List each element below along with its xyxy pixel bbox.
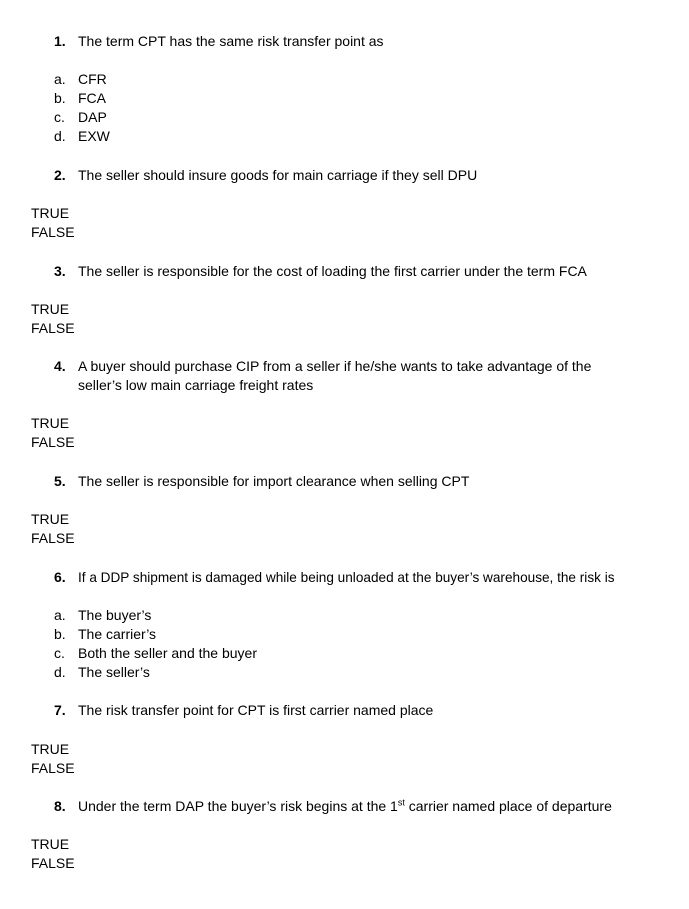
option-a[interactable]	[54, 70, 107, 89]
option-letter: a.	[54, 607, 66, 623]
question-8	[54, 797, 654, 816]
question-text-after: carrier named place of departure	[404, 798, 612, 814]
question-6	[54, 568, 654, 587]
option-c[interactable]	[54, 108, 107, 127]
option-text: The buyer’s	[78, 607, 152, 623]
option-text: Both the seller and the buyer	[78, 645, 258, 661]
true-option[interactable]: TRUE	[31, 301, 70, 317]
true-false-answers	[31, 835, 75, 873]
option-letter: c.	[54, 645, 65, 661]
question-number: 7.	[54, 702, 66, 718]
option-a[interactable]	[54, 606, 151, 625]
option-letter: b.	[54, 90, 66, 106]
false-option[interactable]: FALSE	[31, 760, 75, 776]
false-option[interactable]: FALSE	[31, 855, 75, 871]
option-text: EXW	[78, 128, 110, 144]
option-text: CFR	[78, 71, 107, 87]
option-text: The seller’s	[78, 664, 150, 680]
question-number: 4.	[54, 358, 66, 374]
question-1	[54, 32, 654, 51]
option-letter: d.	[54, 664, 66, 680]
option-letter: b.	[54, 626, 66, 642]
question-number: 3.	[54, 263, 66, 279]
option-text: FCA	[78, 90, 106, 106]
option-d[interactable]	[54, 127, 110, 146]
option-b[interactable]	[54, 625, 156, 644]
question-3	[54, 262, 654, 281]
question-7	[54, 701, 654, 720]
false-option[interactable]: FALSE	[31, 224, 75, 240]
option-letter: d.	[54, 128, 66, 144]
option-letter: a.	[54, 71, 66, 87]
ordinal-suffix: st	[397, 797, 405, 808]
false-option[interactable]: FALSE	[31, 320, 75, 336]
option-letter: c.	[54, 109, 65, 125]
question-number: 6.	[54, 569, 66, 585]
true-option[interactable]: TRUE	[31, 741, 70, 757]
question-4	[54, 357, 654, 395]
option-b[interactable]	[54, 89, 106, 108]
option-d[interactable]	[54, 663, 150, 682]
question-number: 1.	[54, 33, 66, 49]
question-text: The seller is responsible for the cost of loading the first carrier under the term FCA	[78, 263, 587, 279]
question-text: The seller should insure goods for main carriage if they sell DPU	[78, 167, 478, 183]
true-false-answers	[31, 300, 75, 338]
question-text	[78, 797, 654, 816]
true-option[interactable]: TRUE	[31, 836, 70, 852]
true-option[interactable]: TRUE	[31, 415, 70, 431]
false-option[interactable]: FALSE	[31, 434, 75, 450]
option-c[interactable]	[54, 644, 257, 663]
option-text: DAP	[78, 109, 107, 125]
question-number: 8.	[54, 798, 66, 814]
false-option[interactable]: FALSE	[31, 530, 75, 546]
true-false-answers	[31, 740, 75, 778]
question-text-before: Under the term DAP the buyer’s risk begins at the 1	[78, 798, 398, 814]
true-option[interactable]: TRUE	[31, 205, 70, 221]
question-text: A buyer should purchase CIP from a seller if he/she wants to take advantage of the seller’s low main carriage freight rates	[78, 358, 592, 393]
true-option[interactable]: TRUE	[31, 511, 70, 527]
question-2	[54, 166, 654, 185]
question-text: The seller is responsible for import clearance when selling CPT	[78, 473, 470, 489]
question-number: 2.	[54, 167, 66, 183]
true-false-answers	[31, 204, 75, 242]
question-number: 5.	[54, 473, 66, 489]
option-text: The carrier’s	[78, 626, 157, 642]
question-text: The risk transfer point for CPT is first carrier named place	[78, 702, 434, 718]
true-false-answers	[31, 510, 75, 548]
question-text: The term CPT has the same risk transfer point as	[78, 33, 384, 49]
true-false-answers	[31, 414, 75, 452]
question-text: If a DDP shipment is damaged while being unloaded at the buyer’s warehouse, the risk is	[78, 570, 615, 585]
question-5	[54, 472, 654, 491]
